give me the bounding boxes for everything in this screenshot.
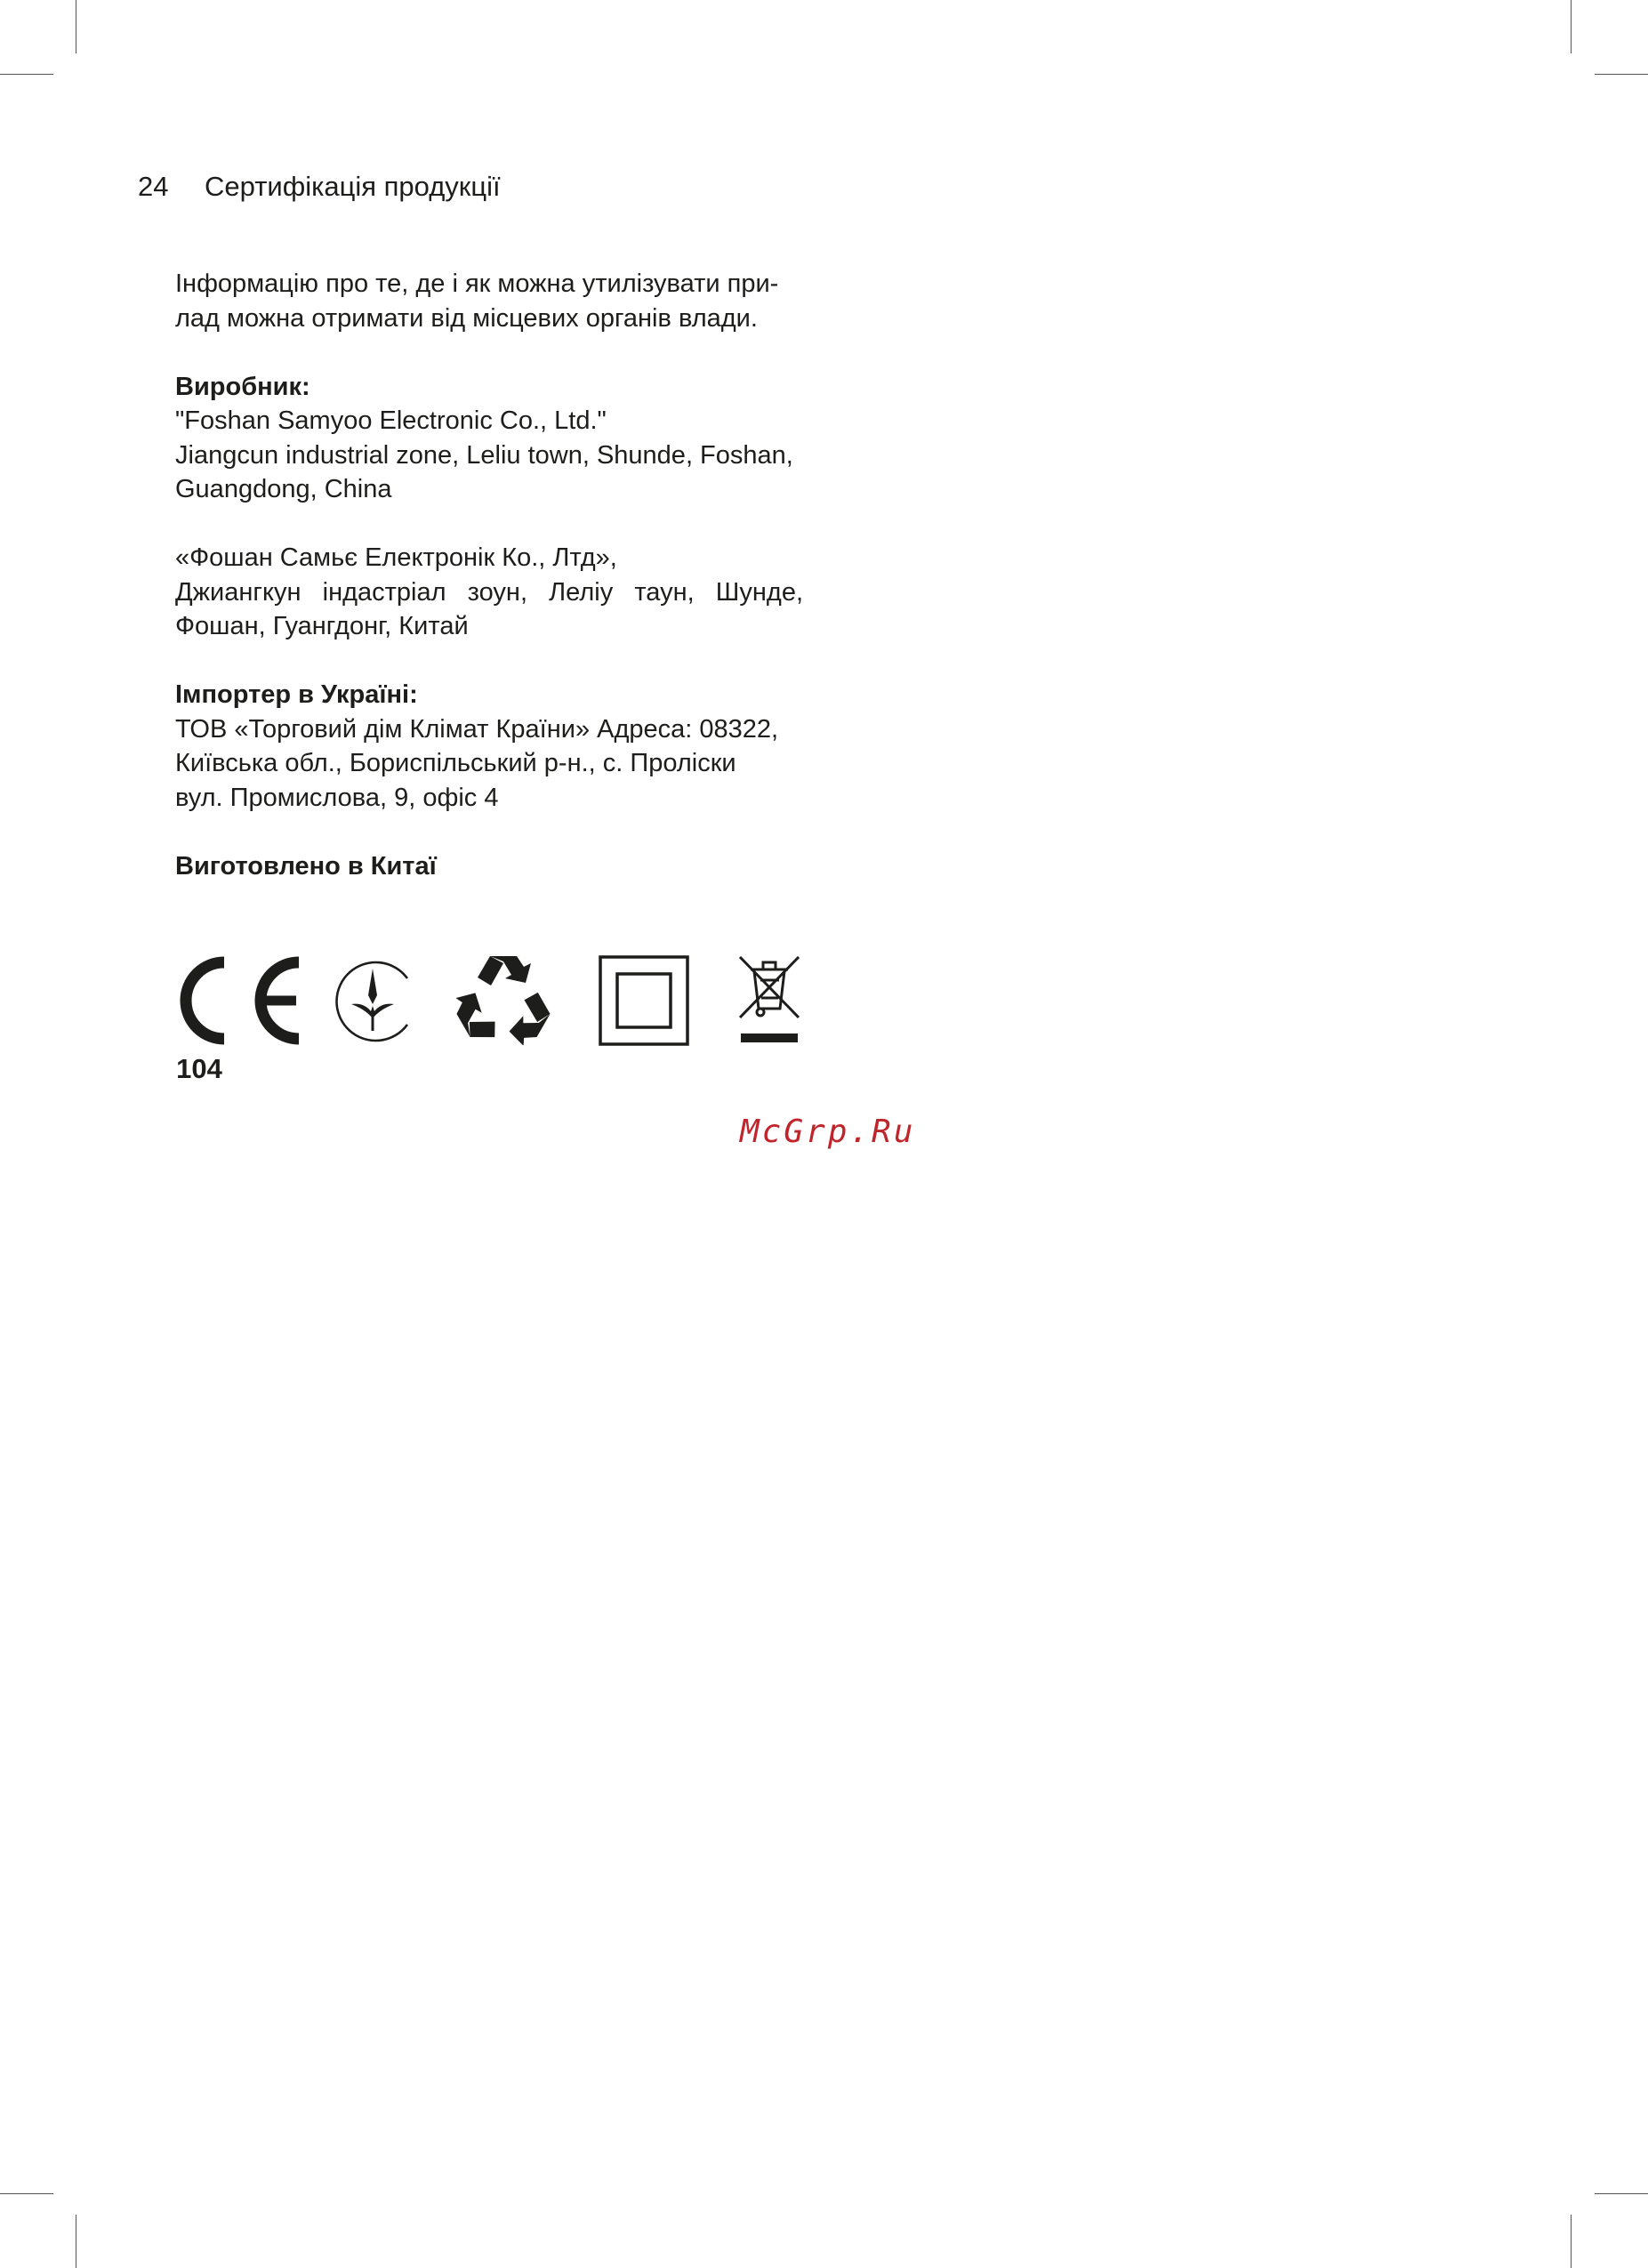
crop-mark (1571, 0, 1572, 53)
ua-mark-code: 104 (176, 1053, 222, 1084)
weee-bin-icon (738, 955, 800, 1048)
section-title: Сертифікація продукції (205, 171, 501, 202)
disposal-text-line: лад можна отримати від місцевих органів влади. (175, 303, 758, 333)
manufacturer-address-ua: Джиангкун індастріал зоун, Леліу таун, Шунде, (175, 577, 803, 607)
ce-mark-icon (173, 956, 305, 1045)
crop-mark (1595, 2193, 1648, 2194)
manufacturer-address-en: Guangdong, China (175, 475, 392, 503)
double-insulation-icon (599, 955, 689, 1046)
country-of-origin: Виготовлено в Китаї (175, 851, 437, 881)
crop-mark (0, 2193, 53, 2194)
page-content (175, 267, 803, 883)
manufacturer-address-en: Jiangcun industrial zone, Leliu town, Shunde, Foshan, (175, 440, 793, 470)
page-header (138, 169, 501, 205)
importer-address: Київська обл., Бориспільський р-н., с. Пролiски (175, 749, 736, 777)
crop-mark (1571, 2215, 1572, 2268)
certification-marks (173, 952, 814, 1085)
ukrsepro-mark-icon (330, 956, 415, 1045)
disposal-text-line: Інформацію про те, де і як можна утилізувати при- (175, 269, 779, 298)
manufacturer-name-en: "Foshan Samyoo Electronic Co., Ltd." (175, 406, 607, 435)
manufacturer-heading: Виробник: (175, 372, 310, 401)
importer-address: ТОВ «Торговий дім Клімат Країни» Адреса: 08322, (175, 714, 779, 744)
page-number: 24 (138, 171, 169, 202)
crop-mark (1595, 74, 1648, 75)
crop-mark (0, 74, 53, 75)
recycle-icon (456, 956, 551, 1045)
importer-address: вул. Промислова, 9, офіс 4 (175, 783, 499, 812)
manufacturer-address-ua: Фошан, Гуангдонг, Китай (175, 612, 469, 640)
manufacturer-name-ua: «Фошан Самьє Електронік Ко., Лтд», (175, 543, 617, 572)
importer-heading: Імпортер в Україні: (175, 680, 418, 709)
watermark: McGrp.Ru (740, 1114, 916, 1150)
